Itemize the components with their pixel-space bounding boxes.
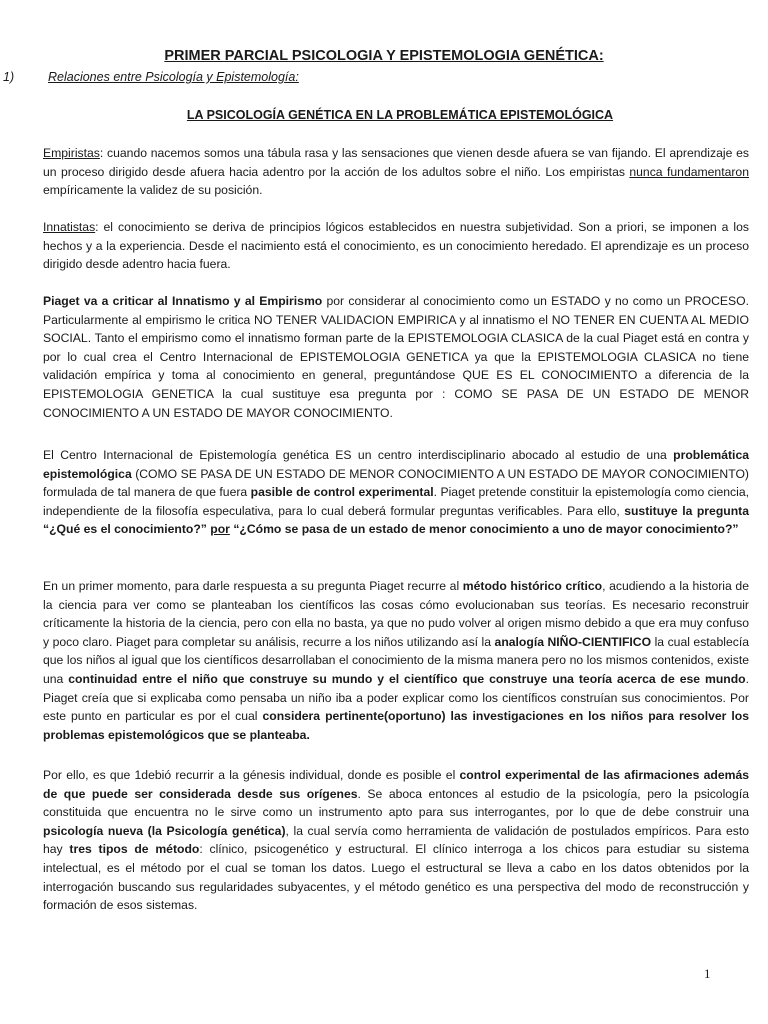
- paragraph-metodo-historico: En un primer momento, para darle respuesta a su pregunta Piaget recurre al método histórico crítico, acudiendo a la historia de la ciencia para ver como se planteaban los científicos las cosas cómo evolucionaban sus teorías. Es necesario reconstruir críticamente la historia de la ciencia, pero con ella no basta, ya que no pudo volver al origen mismo debido a que era muy confuso y poco claro. Piaget para completar su análisis, recurre a los niños utilizando así la analogía NIÑO-CIENTIFICO la cual establecía que los niños al igual que los científicos desarrollaban el conocimiento de la misma manera pero no los mismos contenidos, existe una continuidad entre el niño que construye su mundo y el científico que construye una teoría acerca de ese mundo. Piaget creía que si explicaba como pensaba un niño iba a poder explicar como los científicos construían sus conocimientos. Por este punto en particular es por el cual considera pertinente(oportuno) las investigaciones en los niños para resolver los problemas epistemológicos que se planteaba.: [43, 579, 750, 742]
- section-number: 1): [3, 70, 15, 84]
- paragraph-centro-internacional: El Centro Internacional de Epistemología genética ES un centro interdisciplinario abocado al estudio de una problemática epistemológica (COMO SE PASA DE UN ESTADO DE MENOR CONOCIMIENTO A UN ESTADO DE MAYOR CONOCIMIENTO) formulada de tal manera de que fuera pasible de control experimental. Piaget pretende constituir la epistemología como ciencia, independiente de la filosofía especulativa, para lo cual deberá formular preguntas verificables. Para ello, sustituye la pregunta “¿Qué es el conocimiento?” por “¿Cómo se pasa de un estado de menor conocimiento a uno de mayor conocimiento?”: [43, 448, 749, 537]
- paragraph-genesis-individual: Por ello, es que 1debió recurrir a la génesis individual, donde es posible el control experimental de las afirmaciones además de que puede ser considerada desde sus orígenes. Se aboca entonces al estudio de la psicología, pero la psicología constituida que encuentra no le sirve como un instrumento apto para sus interrogantes, por lo que de debe construir una psicología nueva (la Psicología genética), la cual servía como herramienta de validación de postulados empíricos. Para esto hay tres tipos de método: clínico, psicogenético y estructural. El clínico interroga a los chicos para estudiar su sistema intelectual, es el método por el cual se toman los datos. Luego el estructural se lleva a cabo en los datos obtenidos por la interrogación buscando sus regularidades subyacentes, y el método genético es una perspectiva del modo de reconstrucción y formación de esos sistemas.: [43, 768, 750, 913]
- document-title: PRIMER PARCIAL PSICOLOGIA Y EPISTEMOLOGIA GENÉTICA:: [164, 48, 604, 64]
- section-label: Relaciones entre Psicología y Epistemología:: [48, 70, 299, 84]
- page-number: 1: [704, 966, 711, 981]
- section-heading: [3, 70, 743, 84]
- section-subtitle: LA PSICOLOGÍA GENÉTICA EN LA PROBLEMÁTICA EPISTEMOLÓGICA: [186, 108, 614, 122]
- paragraph-piaget-critica: Piaget va a criticar al Innatismo y al Empirismo por considerar al conocimiento como un ESTADO y no como un PROCESO. Particularmente al empirismo le critica NO TENER VALIDACION EMPIRICA y al innatismo el NO TENER EN CUENTA AL MEDIO SOCIAL. Tanto el empirismo como el innatismo forman parte de la EPISTEMOLOGIA CLASICA de la cual Piaget está en contra y por lo cual crea el Centro Internacional de EPISTEMOLOGIA GENETICA ya que la EPISTEMOLOGIA CLASICA no tiene validación empírica y toma al conocimiento en general, preguntándose QUE ES EL CONOCIMIENTO a diferencia de la EPISTEMOLOGIA GENETICA la cual sustituye esa pregunta por : COMO SE PASA DE UN ESTADO DE MENOR CONOCIMIENTO A UN ESTADO DE MAYOR CONOCIMIENTO.: [43, 294, 749, 420]
- paragraph-empiristas: Empiristas: cuando nacemos somos una tábula rasa y las sensaciones que vienen desde afuera se van fijando. El aprendizaje es un proceso dirigido desde afuera hacia adentro por la acción de los adultos sobre el niño. Los empiristas nunca fundamentaron empíricamente la validez de su posición.: [43, 146, 749, 198]
- term-innatistas: Innatistas: [43, 220, 96, 234]
- paragraph-innatistas: Innatistas: el conocimiento se deriva de principios lógicos establecidos en nuestra subjetividad. Son a priori, se imponen a los hechos y a la experiencia. Desde el nacimiento está el conocimiento, es un conocimiento heredado. El aprendizaje es un proceso dirigido desde adentro hacia fuera.: [43, 220, 749, 272]
- term-empiristas: Empiristas: [43, 146, 100, 160]
